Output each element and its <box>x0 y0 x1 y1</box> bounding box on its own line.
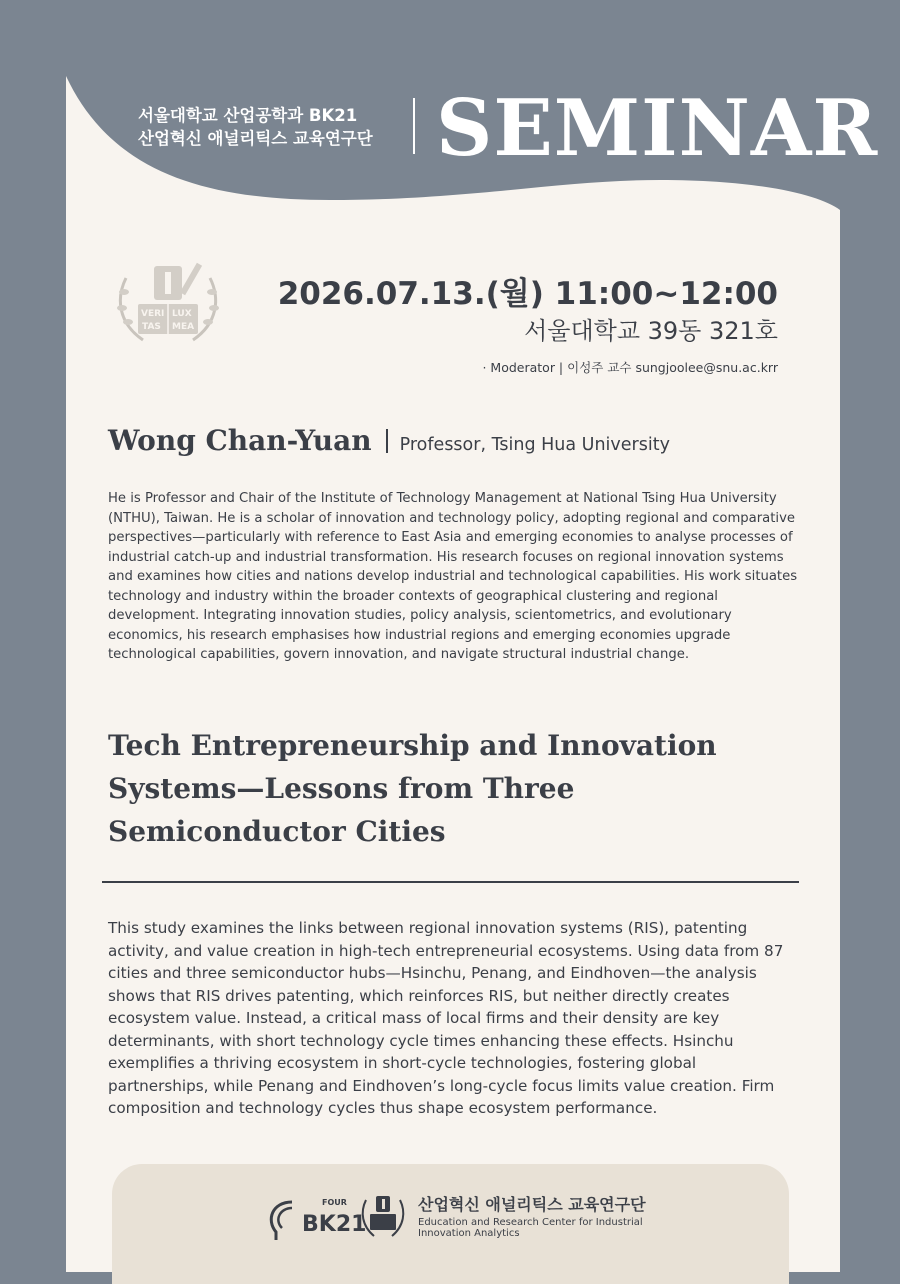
talk-title-line2: Systems—Lessons from Three <box>108 772 575 805</box>
talk-title-line3: Semiconductor Cities <box>108 815 446 848</box>
emblem-text-lux: LUX <box>172 309 192 319</box>
header-title: SEMINAR <box>436 83 879 174</box>
snu-emblem-icon <box>108 258 228 348</box>
talk-title <box>108 724 808 853</box>
footer-bk-four: FOUR <box>322 1198 347 1207</box>
speaker-name: Wong Chan-Yuan <box>108 424 372 457</box>
speaker-affiliation: Professor, Tsing Hua University <box>399 435 670 455</box>
header-org-line2: 산업혁신 애널리틱스 교육연구단 <box>138 129 373 148</box>
event-venue: 서울대학교 39동 321호 <box>524 317 778 345</box>
event-datetime: 2026.07.13.(월) 11:00~12:00 <box>277 276 778 312</box>
talk-title-line1: Tech Entrepreneurship and Innovation <box>108 729 717 762</box>
header-organization <box>138 104 398 150</box>
footer-snu-emblem-icon <box>358 1190 408 1240</box>
emblem-text-tas: TAS <box>142 322 161 332</box>
speaker-row <box>108 424 798 457</box>
section-divider <box>102 881 799 883</box>
emblem-text-mea: MEA <box>172 322 195 332</box>
speaker-bio: He is Professor and Chair of the Institute of Technology Management at National Tsing Hua University (NTHU), Taiwan. He is a scholar of innovation and technology policy, adopting regional and comparative perspectives—particularly with reference to East Asia and emerging economies to analyse processes of industrial catch-up and industrial transformation. His research focuses on regional innovation systems and examines how cities and nations develop industrial and technological capabilities. His work situates technology and industry within the broader contexts of geographical clustering and regional development. Integrating innovation studies, policy analysis, scientometrics, and evolutionary economics, his research emphasises how industrial regions and emerging economies upgrade technological capabilities, govern innovation, and navigate structural industrial change. <box>108 491 798 662</box>
footer-bk21-label: BK21 <box>302 1212 367 1237</box>
header-org-line1: 서울대학교 산업공학과 BK21 <box>138 106 358 125</box>
event-moderator: · Moderator | 이성주 교수 sungjoolee@snu.ac.krr <box>482 360 778 375</box>
header-divider <box>413 98 415 154</box>
speaker-separator <box>386 429 388 453</box>
footer-panel <box>112 1164 789 1284</box>
footer-center-korean: 산업혁신 애널리틱스 교육연구단 <box>418 1195 646 1214</box>
footer-center-english: Education and Research Center for Industrial Innovation Analytics <box>418 1217 643 1239</box>
talk-abstract: This study examines the links between regional innovation systems (RIS), patenting activity, and value creation in high-tech entrepreneurial ecosystems. Using data from 87 cities and three semiconductor hubs—Hsinchu, Penang, and Eindhoven—the analysis shows that RIS drives patenting, which reinforces RIS, but neither directly creates ecosystem value. Instead, a critical mass of local firms and their density are key determinants, with short technology cycle times enhancing these effects. Hsinchu exemplifies a thriving ecosystem in short-cycle technologies, fostering global partnerships, while Penang and Eindhoven’s long-cycle focus limits value creation. Firm composition and technology cycles thus shape ecosystem performance. <box>108 919 784 1117</box>
emblem-text-veri: VERI <box>141 309 165 319</box>
